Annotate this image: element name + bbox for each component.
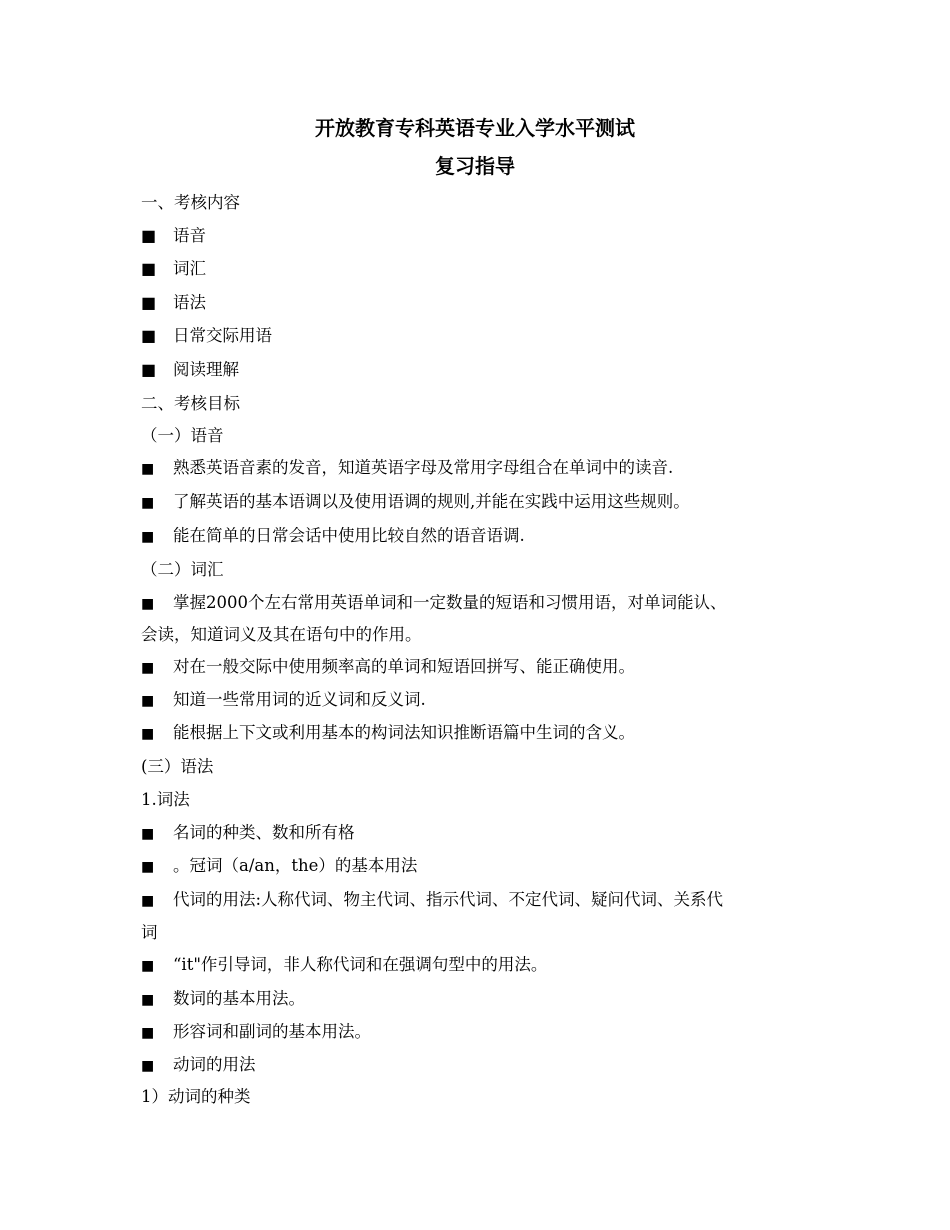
list-item: [141, 1022, 821, 1043]
list-item: [141, 458, 821, 479]
list-item: [141, 1055, 821, 1076]
list-item-text: 动词的用法: [173, 1055, 256, 1074]
list-item: [141, 723, 821, 744]
list-item-text: 词汇: [173, 259, 206, 278]
list-item-text: 代词的用法:人称代词、物主代词、指示代词、不定代词、疑问代词、关系代: [173, 890, 724, 909]
bullet-icon: ■: [141, 259, 157, 278]
list-item: [141, 955, 821, 976]
list-item: [141, 226, 821, 246]
bullet-icon: ■: [141, 529, 155, 545]
bullet-icon: ■: [141, 958, 155, 974]
bullet-icon: ■: [141, 1025, 155, 1041]
bullet-icon: ■: [141, 726, 155, 742]
list-item: [141, 593, 821, 614]
doc-subtitle: 复习指导: [435, 154, 515, 178]
list-item-text: 数词的基本用法。: [173, 989, 305, 1008]
bullet-icon: ■: [141, 360, 157, 379]
list-item-text: 能在简单的日常会话中使用比较自然的语音语调.: [173, 526, 525, 545]
list-item: [141, 690, 821, 711]
list-item: [141, 492, 821, 513]
list-item-text: 语法: [173, 293, 206, 312]
list-item-text: 掌握2000个左右常用英语单词和一定数量的短语和习惯用语，对单词能认、: [173, 593, 727, 612]
list-item: [141, 293, 821, 313]
list-item: [141, 890, 821, 911]
bullet-icon: ■: [141, 893, 155, 909]
bullet-icon: ■: [141, 326, 157, 345]
list-item: [141, 259, 821, 279]
list-item: [141, 657, 821, 678]
list-item-text: 熟悉英语音素的发音，知道英语字母及常用字母组合在单词中的读音.: [173, 458, 674, 477]
bullet-icon: ■: [141, 293, 157, 312]
section-heading: 一、考核内容: [141, 193, 240, 212]
section-heading: 二、考核目标: [141, 394, 240, 413]
list-item-text: 形容词和副词的基本用法。: [173, 1022, 371, 1041]
list-item-text: 日常交际用语: [173, 326, 272, 345]
continuation-text: 词: [141, 923, 158, 942]
bullet-icon: ■: [141, 461, 155, 477]
continuation-text: 会读，知道词义及其在语句中的作用。: [141, 625, 422, 644]
list-item-text: 名词的种类、数和所有格: [173, 823, 355, 842]
bullet-icon: ■: [141, 596, 155, 612]
bullet-icon: ■: [141, 226, 157, 245]
bullet-icon: ■: [141, 859, 155, 875]
list-item: [141, 989, 821, 1010]
list-item: [141, 823, 821, 844]
subsection-heading: 1.词法: [141, 790, 190, 809]
doc-title: 开放教育专科英语专业入学水平测试: [315, 116, 635, 140]
bullet-icon: ■: [141, 992, 155, 1008]
bullet-icon: ■: [141, 660, 155, 676]
bullet-icon: ■: [141, 495, 155, 511]
list-item: [141, 856, 821, 877]
list-item-text: 能根据上下文或利用基本的构词法知识推断语篇中生词的含义。: [173, 723, 635, 742]
list-item-text: 。冠词（a/an，the）的基本用法: [173, 856, 418, 875]
subsection-heading: 1）动词的种类: [141, 1087, 251, 1106]
list-item-text: 知道一些常用词的近义词和反义词.: [173, 690, 426, 709]
list-item-text: 语音: [173, 226, 206, 245]
subsection-heading: (三）语法: [141, 757, 214, 776]
bullet-icon: ■: [141, 1058, 155, 1074]
list-item: [141, 326, 821, 346]
list-item-text: 阅读理解: [173, 360, 239, 379]
bullet-icon: ■: [141, 693, 155, 709]
subsection-heading: （二）词汇: [141, 560, 224, 579]
list-item: [141, 360, 821, 380]
bullet-icon: ■: [141, 826, 155, 842]
list-item-text: “it"作引导词，非人称代词和在强调句型中的用法。: [173, 955, 548, 974]
list-item: [141, 526, 821, 547]
list-item-text: 对在一般交际中使用频率高的单词和短语回拼写、能正确使用。: [173, 657, 635, 676]
subsection-heading: （一）语音: [141, 426, 224, 445]
list-item-text: 了解英语的基本语调以及使用语调的规则,并能在实践中运用这些规则。: [173, 492, 690, 511]
